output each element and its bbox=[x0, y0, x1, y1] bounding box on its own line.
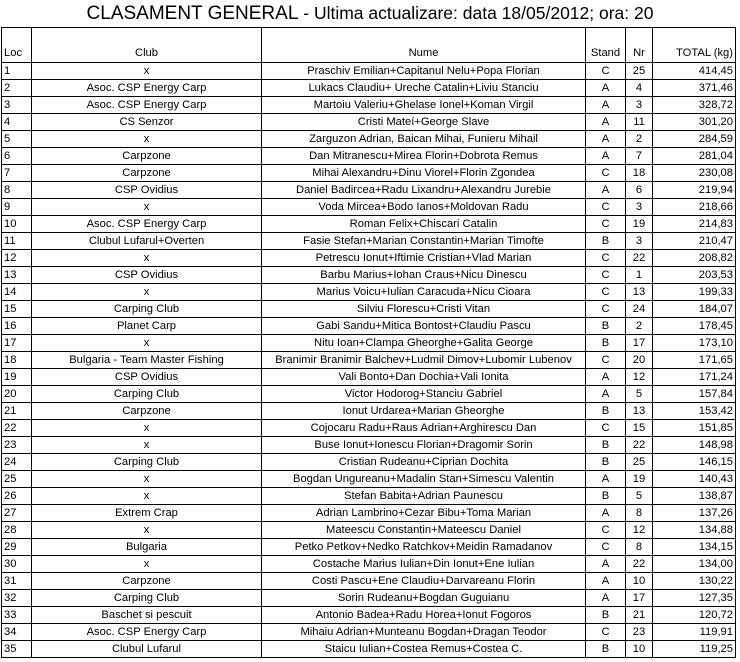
table-row bbox=[2, 335, 736, 352]
cell-club: x bbox=[32, 488, 262, 505]
cell-club: Carpzone bbox=[32, 148, 262, 165]
cell-club: Carping Club bbox=[32, 454, 262, 471]
cell-nr: 22 bbox=[626, 556, 653, 573]
cell-name: Sorin Rudeanu+Bogdan Guguianu bbox=[262, 590, 586, 607]
cell-total: 134,00 bbox=[653, 556, 736, 573]
cell-club: x bbox=[32, 199, 262, 216]
cell-club: Carpzone bbox=[32, 165, 262, 182]
cell-total: 138,87 bbox=[653, 488, 736, 505]
cell-nr: 10 bbox=[626, 641, 653, 658]
header-nr: Nr bbox=[626, 28, 653, 63]
header-loc: Loc bbox=[2, 28, 32, 63]
table-row bbox=[2, 420, 736, 437]
cell-nr: 3 bbox=[626, 233, 653, 250]
header-stand: Stand bbox=[586, 28, 626, 63]
cell-loc: 7 bbox=[2, 165, 32, 182]
cell-name: Staicu Iulian+Costea Remus+Costea C. bbox=[262, 641, 586, 658]
cell-loc: 26 bbox=[2, 488, 32, 505]
cell-loc: 21 bbox=[2, 403, 32, 420]
cell-stand: C bbox=[586, 539, 626, 556]
cell-name: Ionut Urdarea+Marian Gheorghe bbox=[262, 403, 586, 420]
table-row bbox=[2, 539, 736, 556]
table-row bbox=[2, 148, 736, 165]
cell-stand: C bbox=[586, 165, 626, 182]
cell-name: Dan Mitranescu+Mirea Florin+Dobrota Remus bbox=[262, 148, 586, 165]
cell-total: 371,46 bbox=[653, 80, 736, 97]
cell-name: Roman Felix+Chiscari Catalin bbox=[262, 216, 586, 233]
cell-nr: 23 bbox=[626, 624, 653, 641]
cell-stand: B bbox=[586, 607, 626, 624]
cell-stand: C bbox=[586, 216, 626, 233]
cell-loc: 4 bbox=[2, 114, 32, 131]
cell-stand: A bbox=[586, 131, 626, 148]
cell-nr: 13 bbox=[626, 403, 653, 420]
cell-stand: A bbox=[586, 97, 626, 114]
cell-total: 134,88 bbox=[653, 522, 736, 539]
cell-club: Extrem Crap bbox=[32, 505, 262, 522]
cell-loc: 35 bbox=[2, 641, 32, 658]
cell-club: CSP Ovidius bbox=[32, 182, 262, 199]
cell-total: 153,42 bbox=[653, 403, 736, 420]
cell-stand: A bbox=[586, 148, 626, 165]
cell-club: Bulgaria bbox=[32, 539, 262, 556]
cell-nr: 19 bbox=[626, 471, 653, 488]
page-title bbox=[0, 0, 740, 26]
table-row bbox=[2, 216, 736, 233]
cell-club: Planet Carp bbox=[32, 318, 262, 335]
cell-total: 219,94 bbox=[653, 182, 736, 199]
cell-loc: 23 bbox=[2, 437, 32, 454]
cell-name: Buse Ionut+Ionescu Florian+Dragomir Sorin bbox=[262, 437, 586, 454]
table-row bbox=[2, 131, 736, 148]
cell-stand: A bbox=[586, 471, 626, 488]
cell-club: x bbox=[32, 250, 262, 267]
cell-loc: 28 bbox=[2, 522, 32, 539]
cell-name: Lukacs Claudiu+ Ureche Catalin+Liviu Stanciu bbox=[262, 80, 586, 97]
cell-name: Costache Marius Iulian+Din Ionut+Ene Iulian bbox=[262, 556, 586, 573]
cell-club: CSP Ovidius bbox=[32, 369, 262, 386]
cell-nr: 8 bbox=[626, 539, 653, 556]
cell-total: 218,66 bbox=[653, 199, 736, 216]
cell-club: CS Senzor bbox=[32, 114, 262, 131]
cell-nr: 3 bbox=[626, 97, 653, 114]
cell-club: Baschet si pescuit bbox=[32, 607, 262, 624]
cell-nr: 1 bbox=[626, 267, 653, 284]
cell-stand: B bbox=[586, 335, 626, 352]
cell-loc: 14 bbox=[2, 284, 32, 301]
cell-name: Cristian Rudeanu+Ciprian Dochita bbox=[262, 454, 586, 471]
cell-total: 120,72 bbox=[653, 607, 736, 624]
cell-stand: A bbox=[586, 114, 626, 131]
cell-total: 203,53 bbox=[653, 267, 736, 284]
table-row bbox=[2, 80, 736, 97]
table-row bbox=[2, 488, 736, 505]
cell-club: x bbox=[32, 335, 262, 352]
cell-club: Asoc. CSP Energy Carp bbox=[32, 97, 262, 114]
cell-loc: 25 bbox=[2, 471, 32, 488]
header-club: Club bbox=[32, 28, 262, 63]
table-row bbox=[2, 250, 736, 267]
cell-loc: 13 bbox=[2, 267, 32, 284]
table-row bbox=[2, 454, 736, 471]
cell-stand: B bbox=[586, 318, 626, 335]
cell-total: 173,10 bbox=[653, 335, 736, 352]
cell-nr: 25 bbox=[626, 454, 653, 471]
title-main: CLASAMENT GENERAL bbox=[86, 3, 299, 24]
cell-nr: 22 bbox=[626, 250, 653, 267]
cell-club: Asoc. CSP Energy Carp bbox=[32, 80, 262, 97]
cell-name: Stefan Babita+Adrian Paunescu bbox=[262, 488, 586, 505]
cell-name: Victor Hodorog+Stanciu Gabriel bbox=[262, 386, 586, 403]
cell-name: Marius Voicu+Iulian Caracuda+Nicu Cioara bbox=[262, 284, 586, 301]
cell-total: 127,35 bbox=[653, 590, 736, 607]
cell-name: Barbu Marius+Iohan Craus+Nicu Dinescu bbox=[262, 267, 586, 284]
cell-total: 199,33 bbox=[653, 284, 736, 301]
cell-nr: 20 bbox=[626, 352, 653, 369]
cell-total: 148,98 bbox=[653, 437, 736, 454]
ranking-table bbox=[1, 27, 736, 658]
table-row bbox=[2, 471, 736, 488]
table-row bbox=[2, 624, 736, 641]
table-row bbox=[2, 199, 736, 216]
header-name: Nume bbox=[262, 28, 586, 63]
cell-stand: C bbox=[586, 301, 626, 318]
cell-loc: 31 bbox=[2, 573, 32, 590]
table-row bbox=[2, 233, 736, 250]
cell-nr: 13 bbox=[626, 284, 653, 301]
cell-loc: 24 bbox=[2, 454, 32, 471]
cell-total: 328,72 bbox=[653, 97, 736, 114]
cell-stand: B bbox=[586, 454, 626, 471]
cell-name: Adrian Lambrino+Cezar Bibu+Toma Marian bbox=[262, 505, 586, 522]
cell-nr: 5 bbox=[626, 386, 653, 403]
cell-stand: A bbox=[586, 80, 626, 97]
table-row bbox=[2, 301, 736, 318]
cell-nr: 12 bbox=[626, 369, 653, 386]
cell-nr: 24 bbox=[626, 301, 653, 318]
cell-name: Fasie Stefan+Marian Constantin+Marian Timofte bbox=[262, 233, 586, 250]
cell-total: 137,26 bbox=[653, 505, 736, 522]
cell-total: 151,85 bbox=[653, 420, 736, 437]
table-row bbox=[2, 165, 736, 182]
cell-nr: 2 bbox=[626, 318, 653, 335]
cell-total: 208,82 bbox=[653, 250, 736, 267]
cell-club: Asoc. CSP Energy Carp bbox=[32, 216, 262, 233]
cell-name: Bogdan Ungureanu+Madalin Stan+Simescu Valentin bbox=[262, 471, 586, 488]
cell-loc: 22 bbox=[2, 420, 32, 437]
table-row bbox=[2, 403, 736, 420]
cell-name: Mihai Alexandru+Dinu Viorel+Florin Zgondea bbox=[262, 165, 586, 182]
cell-club: Carpzone bbox=[32, 573, 262, 590]
cell-name: Gabi Sandu+Mitica Bontost+Claudiu Pascu bbox=[262, 318, 586, 335]
ranking-rows bbox=[2, 63, 736, 658]
cell-club: x bbox=[32, 556, 262, 573]
cell-club: Carping Club bbox=[32, 590, 262, 607]
cell-club: x bbox=[32, 522, 262, 539]
cell-loc: 27 bbox=[2, 505, 32, 522]
cell-stand: C bbox=[586, 284, 626, 301]
cell-total: 414,45 bbox=[653, 63, 736, 80]
cell-loc: 3 bbox=[2, 97, 32, 114]
cell-nr: 15 bbox=[626, 420, 653, 437]
cell-nr: 2 bbox=[626, 131, 653, 148]
cell-name: Cristi Mateí+George Slave bbox=[262, 114, 586, 131]
cell-total: 284,59 bbox=[653, 131, 736, 148]
cell-loc: 2 bbox=[2, 80, 32, 97]
title-update-info: - Ultima actualizare: data 18/05/2012; ora: 20 bbox=[298, 3, 654, 23]
cell-total: 171,65 bbox=[653, 352, 736, 369]
table-row bbox=[2, 556, 736, 573]
cell-total: 178,45 bbox=[653, 318, 736, 335]
table-row bbox=[2, 386, 736, 403]
cell-club: x bbox=[32, 420, 262, 437]
cell-club: x bbox=[32, 63, 262, 80]
table-row bbox=[2, 607, 736, 624]
cell-stand: A bbox=[586, 573, 626, 590]
cell-name: Nitu Ioan+Clampa Gheorghe+Galita George bbox=[262, 335, 586, 352]
cell-name: Branimir Branimir Balchev+Ludmil Dimov+Lubomir Lubenov bbox=[262, 352, 586, 369]
cell-total: 230,08 bbox=[653, 165, 736, 182]
table-row bbox=[2, 284, 736, 301]
cell-nr: 11 bbox=[626, 114, 653, 131]
cell-loc: 34 bbox=[2, 624, 32, 641]
cell-stand: C bbox=[586, 420, 626, 437]
cell-club: x bbox=[32, 284, 262, 301]
cell-loc: 33 bbox=[2, 607, 32, 624]
cell-stand: A bbox=[586, 505, 626, 522]
cell-loc: 9 bbox=[2, 199, 32, 216]
cell-stand: C bbox=[586, 267, 626, 284]
cell-nr: 25 bbox=[626, 63, 653, 80]
cell-name: Antonio Badea+Radu Horea+Ionut Fogoros bbox=[262, 607, 586, 624]
cell-name: Petko Petkov+Nedko Ratchkov+Meidin Ramadanov bbox=[262, 539, 586, 556]
cell-stand: B bbox=[586, 488, 626, 505]
header-total: TOTAL (kg) bbox=[653, 28, 736, 63]
cell-loc: 11 bbox=[2, 233, 32, 250]
table-row bbox=[2, 318, 736, 335]
cell-total: 130,22 bbox=[653, 573, 736, 590]
cell-nr: 4 bbox=[626, 80, 653, 97]
cell-name: Cojocaru Radu+Raus Adrian+Arghirescu Dan bbox=[262, 420, 586, 437]
cell-total: 134,15 bbox=[653, 539, 736, 556]
cell-nr: 8 bbox=[626, 505, 653, 522]
table-row bbox=[2, 573, 736, 590]
cell-name: Zarguzon Adrian, Baican Mihai, Funieru Mihail bbox=[262, 131, 586, 148]
cell-club: Carping Club bbox=[32, 301, 262, 318]
cell-nr: 19 bbox=[626, 216, 653, 233]
cell-name: Daniel Badircea+Radu Lixandru+Alexandru Jurebie bbox=[262, 182, 586, 199]
cell-total: 157,84 bbox=[653, 386, 736, 403]
table-row bbox=[2, 505, 736, 522]
cell-nr: 5 bbox=[626, 488, 653, 505]
cell-nr: 22 bbox=[626, 437, 653, 454]
cell-total: 184,07 bbox=[653, 301, 736, 318]
cell-club: Clubul Lufarul bbox=[32, 641, 262, 658]
cell-total: 281,04 bbox=[653, 148, 736, 165]
cell-nr: 12 bbox=[626, 522, 653, 539]
cell-loc: 18 bbox=[2, 352, 32, 369]
cell-stand: C bbox=[586, 63, 626, 80]
cell-club: x bbox=[32, 437, 262, 454]
cell-name: Voda Mircea+Bodo Ianos+Moldovan Radu bbox=[262, 199, 586, 216]
cell-loc: 10 bbox=[2, 216, 32, 233]
cell-club: x bbox=[32, 471, 262, 488]
cell-nr: 21 bbox=[626, 607, 653, 624]
cell-loc: 16 bbox=[2, 318, 32, 335]
cell-nr: 17 bbox=[626, 335, 653, 352]
cell-club: Asoc. CSP Energy Carp bbox=[32, 624, 262, 641]
cell-stand: A bbox=[586, 182, 626, 199]
cell-loc: 8 bbox=[2, 182, 32, 199]
cell-loc: 30 bbox=[2, 556, 32, 573]
cell-stand: B bbox=[586, 437, 626, 454]
table-row bbox=[2, 182, 736, 199]
cell-stand: A bbox=[586, 590, 626, 607]
cell-total: 119,25 bbox=[653, 641, 736, 658]
cell-loc: 32 bbox=[2, 590, 32, 607]
cell-stand: C bbox=[586, 199, 626, 216]
cell-total: 214,83 bbox=[653, 216, 736, 233]
header-row bbox=[2, 28, 736, 63]
cell-loc: 29 bbox=[2, 539, 32, 556]
cell-loc: 1 bbox=[2, 63, 32, 80]
cell-stand: C bbox=[586, 352, 626, 369]
cell-loc: 15 bbox=[2, 301, 32, 318]
cell-name: Silviu Florescu+Cristi Vitan bbox=[262, 301, 586, 318]
table-row bbox=[2, 437, 736, 454]
cell-total: 119,91 bbox=[653, 624, 736, 641]
cell-nr: 7 bbox=[626, 148, 653, 165]
table-row bbox=[2, 114, 736, 131]
table-row bbox=[2, 641, 736, 658]
table-row bbox=[2, 63, 736, 80]
cell-stand: B bbox=[586, 233, 626, 250]
cell-stand: A bbox=[586, 386, 626, 403]
cell-stand: A bbox=[586, 556, 626, 573]
cell-stand: B bbox=[586, 403, 626, 420]
cell-club: Bulgaria - Team Master Fishing bbox=[32, 352, 262, 369]
cell-loc: 6 bbox=[2, 148, 32, 165]
cell-name: Costi Pascu+Ene Claudiu+Darvareanu Florin bbox=[262, 573, 586, 590]
cell-stand: C bbox=[586, 522, 626, 539]
cell-total: 146,15 bbox=[653, 454, 736, 471]
cell-name: Mihaiu Adrian+Munteanu Bogdan+Dragan Teodor bbox=[262, 624, 586, 641]
cell-name: Praschiv Emilian+Capitanul Nelu+Popa Florian bbox=[262, 63, 586, 80]
cell-club: x bbox=[32, 131, 262, 148]
cell-nr: 3 bbox=[626, 199, 653, 216]
cell-total: 171,24 bbox=[653, 369, 736, 386]
table-row bbox=[2, 97, 736, 114]
cell-nr: 6 bbox=[626, 182, 653, 199]
cell-club: CSP Ovidius bbox=[32, 267, 262, 284]
cell-club: Carpzone bbox=[32, 403, 262, 420]
cell-total: 140,43 bbox=[653, 471, 736, 488]
cell-loc: 17 bbox=[2, 335, 32, 352]
cell-club: Clubul Lufarul+Overten bbox=[32, 233, 262, 250]
cell-name: Martoiu Valeriu+Ghelase Ionel+Koman Virgil bbox=[262, 97, 586, 114]
cell-stand: A bbox=[586, 369, 626, 386]
cell-nr: 10 bbox=[626, 573, 653, 590]
cell-name: Mateescu Constantin+Mateescu Daniel bbox=[262, 522, 586, 539]
cell-name: Petrescu Ionut+Iftimie Cristian+Vlad Marian bbox=[262, 250, 586, 267]
cell-nr: 18 bbox=[626, 165, 653, 182]
table-row bbox=[2, 590, 736, 607]
cell-club: Carping Club bbox=[32, 386, 262, 403]
cell-total: 210,47 bbox=[653, 233, 736, 250]
table-row bbox=[2, 369, 736, 386]
cell-stand: C bbox=[586, 624, 626, 641]
cell-nr: 17 bbox=[626, 590, 653, 607]
table-row bbox=[2, 522, 736, 539]
cell-loc: 20 bbox=[2, 386, 32, 403]
table-row bbox=[2, 267, 736, 284]
cell-loc: 12 bbox=[2, 250, 32, 267]
cell-stand: C bbox=[586, 250, 626, 267]
cell-loc: 19 bbox=[2, 369, 32, 386]
table-row bbox=[2, 352, 736, 369]
cell-total: 301,20 bbox=[653, 114, 736, 131]
cell-loc: 5 bbox=[2, 131, 32, 148]
cell-stand: B bbox=[586, 641, 626, 658]
cell-name: Vali Bonto+Dan Dochia+Vali Ionita bbox=[262, 369, 586, 386]
